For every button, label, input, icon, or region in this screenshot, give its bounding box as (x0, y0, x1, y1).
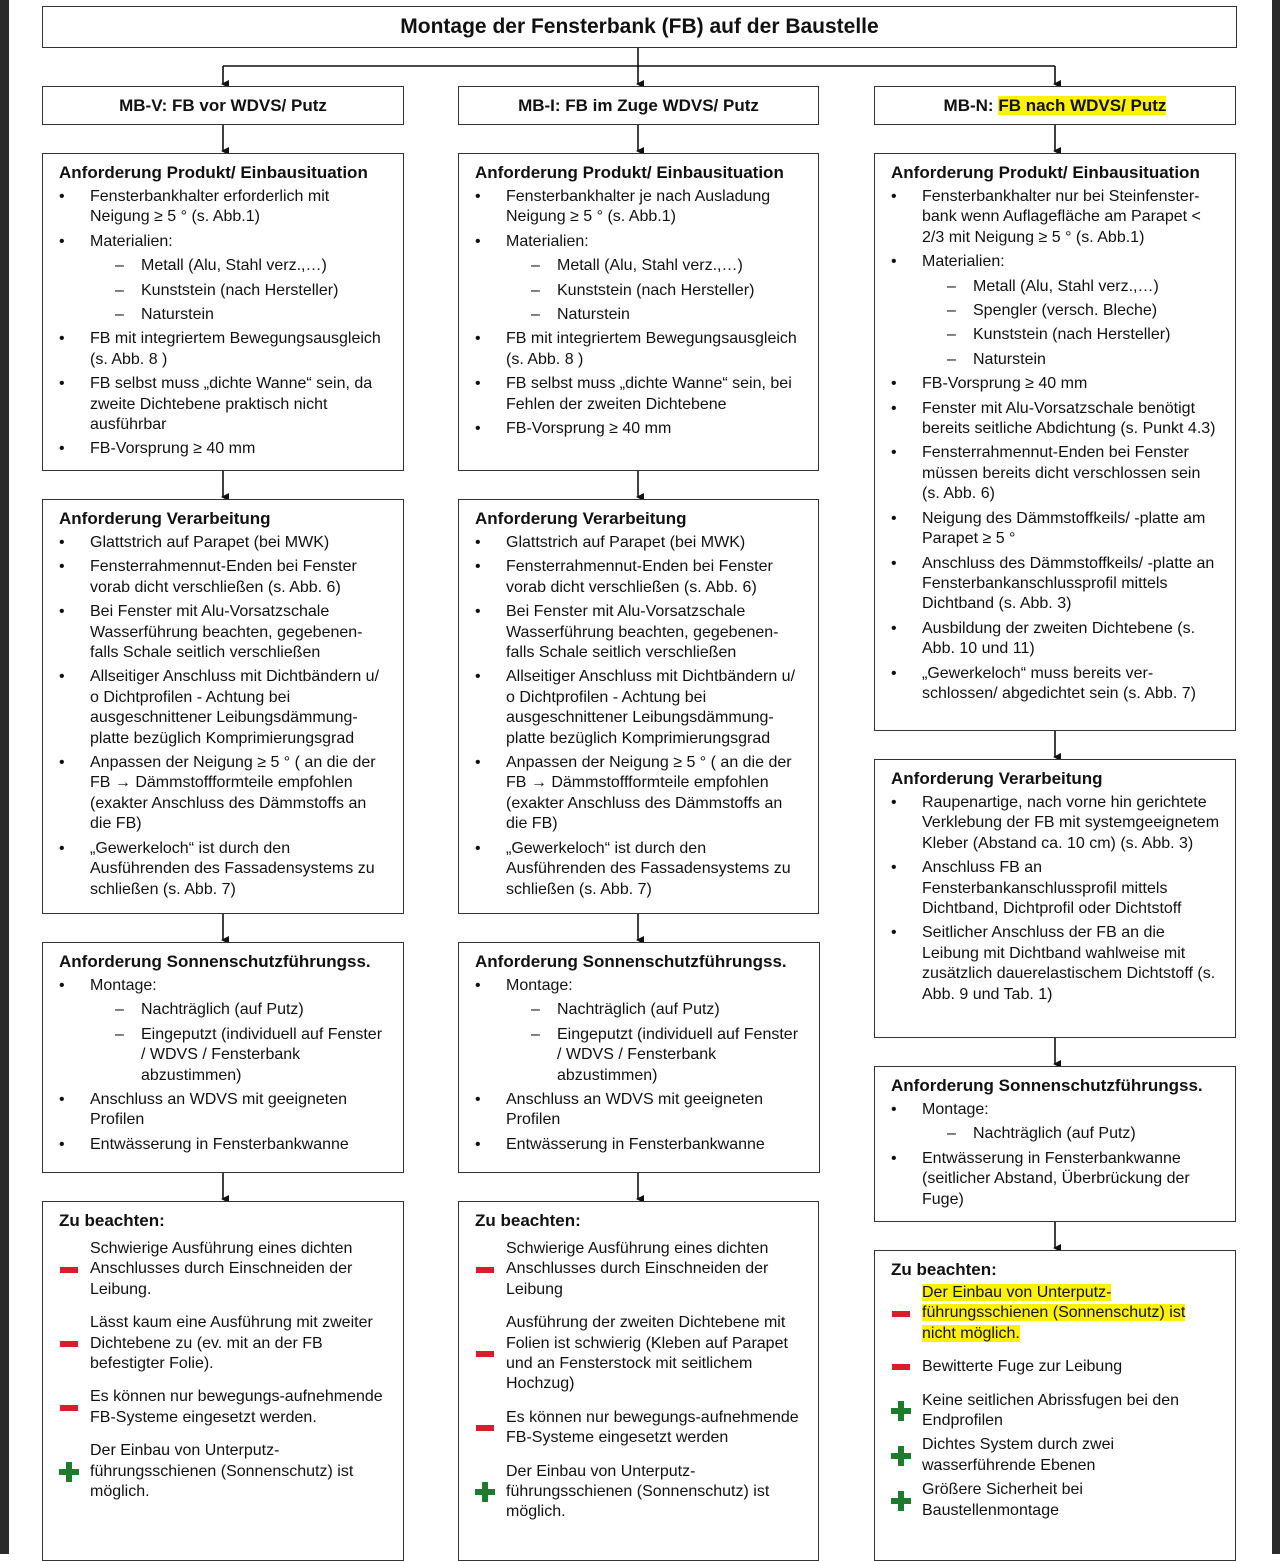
list-item: • Anschluss FB an Fensterbankanschlussprofil mittels Dichtband, Dichtprofil oder Dichtstoff (891, 858, 1221, 919)
list-item: • Materialien: – Metall (Alu, Stahl verz.,…) – Kunststein (nach Hersteller) – Naturstein (59, 232, 389, 326)
list-item: • Montage: – Nachträglich (auf Putz) (891, 1100, 1221, 1145)
list-item: • Fensterrahmennut-Enden bei Fenster vorab dicht verschließen (s. Abb. 6) (59, 557, 389, 598)
mb-n-sun-box (874, 1066, 1236, 1222)
plus-icon (891, 1446, 911, 1466)
list-item: • Entwässerung in Fensterbankwanne (475, 1135, 805, 1155)
diagram-title: Montage der Fensterbank (FB) auf der Baustelle (42, 6, 1237, 48)
sub-list-item: – Kunststein (nach Hersteller) (90, 281, 389, 301)
plus-icon (891, 1491, 911, 1511)
minus-icon (475, 1344, 495, 1364)
list-item: • Ausbildung der zweiten Dichtebene (s. Abb. 10 und 11) (891, 619, 1221, 660)
plus-icon (475, 1482, 495, 1502)
note-item: Es können nur bewegungs-aufnehmende FB-Systeme eingesetzt werden (475, 1408, 804, 1449)
note-item: Der Einbau von Unterputz-führungsschienen (Sonnenschutz) ist möglich. (475, 1462, 804, 1523)
note-item: Es können nur bewegungs-aufnehmende FB-Systeme eingesetzt werden. (59, 1387, 389, 1428)
mb-n-notes-box (874, 1250, 1236, 1561)
list-item: • Entwässerung in Fensterbankwanne (59, 1135, 389, 1155)
header-mb-i: MB-I: FB im Zuge WDVS/ Putz (458, 86, 819, 125)
list-item: • FB-Vorsprung ≥ 40 mm (59, 439, 389, 459)
mb-v-notes-box (42, 1201, 404, 1561)
mb-i-notes-heading: Zu beachten: (475, 1211, 581, 1230)
sub-list-item: – Nachträglich (auf Putz) (922, 1124, 1221, 1144)
note-item: Größere Sicherheit bei Baustellenmontage (891, 1480, 1221, 1521)
sub-list-item: – Naturstein (922, 350, 1221, 370)
list-item: • „Gewerkeloch“ ist durch den Ausführenden des Fassadensystems zu schließen (s. Abb. 7) (475, 839, 804, 900)
mb-i-sun-heading: Anforderung Sonnenschutzführungss. (475, 952, 787, 971)
mb-i-sun-box (458, 942, 820, 1173)
mb-v-sun-box (42, 942, 404, 1173)
mb-n-sun-heading: Anforderung Sonnenschutzführungss. (891, 1076, 1203, 1095)
list-item: • „Gewerkeloch“ muss bereits ver-schlossen/ abgedichtet sein (s. Abb. 7) (891, 664, 1221, 705)
list-item: • FB selbst muss „dichte Wanne“ sein, bei Fehlen der zweiten Dichtebene (475, 374, 804, 415)
list-item: • Bei Fenster mit Alu-Vorsatzschale Wasserführung beachten, gegebenen-falls Schale seitlich verschließen (475, 602, 804, 663)
mb-i-process-heading: Anforderung Verarbeitung (475, 509, 687, 528)
minus-icon (891, 1357, 911, 1377)
minus-icon (891, 1304, 911, 1324)
mb-v-process-heading: Anforderung Verarbeitung (59, 509, 271, 528)
plus-icon (891, 1401, 911, 1421)
list-item: • Fensterrahmennut-Enden bei Fenster müssen bereits dicht verschlossen sein (s. Abb. 6) (891, 443, 1221, 504)
list-item: • FB mit integriertem Bewegungsausgleich (s. Abb. 8 ) (475, 329, 804, 370)
mb-i-product-box (458, 153, 819, 471)
sub-list-item: – Nachträglich (auf Putz) (90, 1000, 389, 1020)
list-item: • „Gewerkeloch“ ist durch den Ausführenden des Fassadensystems zu schließen (s. Abb. 7) (59, 839, 389, 900)
list-item: • Allseitiger Anschluss mit Dichtbändern u/ o Dichtprofilen - Achtung bei ausgeschnittener Leibungsdämmung-platte bezüglich Komprimierungsgrad (59, 667, 389, 749)
mb-v-product-heading: Anforderung Produkt/ Einbausituation (59, 163, 368, 182)
list-item: • Glattstrich auf Parapet (bei MWK) (59, 533, 389, 553)
note-item: Keine seitlichen Abrissfugen bei den Endprofilen (891, 1391, 1221, 1432)
sub-list-item: – Metall (Alu, Stahl verz.,…) (90, 256, 389, 276)
header-mb-n-highlight: FB nach WDVS/ Putz (998, 96, 1167, 115)
list-item: • Anschluss an WDVS mit geeigneten Profilen (59, 1090, 389, 1131)
note-item: Ausführung der zweiten Dichtebene mit Folien ist schwierig (Kleben auf Parapet und an Fensterstock mit seitlichem Hochzug) (475, 1313, 804, 1395)
sub-list-item: – Eingeputzt (individuell auf Fenster / WDVS / Fensterbank abzustimmen) (506, 1025, 805, 1086)
list-item: • Anpassen der Neigung ≥ 5 ° ( an die der FB → Dämmstoffformteile empfohlen (exakter Anschluss des Dämmstoffs an die FB) (59, 753, 389, 835)
list-item: • Materialien: – Metall (Alu, Stahl verz.,…) – Kunststein (nach Hersteller) – Naturstein (475, 232, 804, 326)
mb-i-product-heading: Anforderung Produkt/ Einbausituation (475, 163, 784, 182)
mb-n-product-box (874, 153, 1236, 731)
list-item: • Anschluss an WDVS mit geeigneten Profilen (475, 1090, 805, 1131)
list-item: • Materialien: – Metall (Alu, Stahl verz.,…) – Spengler (versch. Bleche) – Kunststein (nach Hersteller) – Naturstein (891, 252, 1221, 370)
note-item (891, 1283, 1221, 1344)
list-item: • Montage: – Nachträglich (auf Putz) – Eingeputzt (individuell auf Fenster / WDVS / Fensterbank abzustimmen) (59, 976, 389, 1086)
sub-list-item: – Metall (Alu, Stahl verz.,…) (506, 256, 804, 276)
minus-icon (475, 1260, 495, 1280)
note-item: Bewitterte Fuge zur Leibung (891, 1357, 1221, 1377)
list-item: • Entwässerung in Fensterbankwanne (seitlicher Abstand, Überbrückung der Fuge) (891, 1149, 1221, 1210)
list-item: • Fenster mit Alu-Vorsatzschale benötigt bereits seitliche Abdichtung (s. Punkt 4.3) (891, 399, 1221, 440)
sub-list-item: – Metall (Alu, Stahl verz.,…) (922, 277, 1221, 297)
mb-v-notes-heading: Zu beachten: (59, 1211, 165, 1230)
list-item: • FB mit integriertem Bewegungsausgleich (s. Abb. 8 ) (59, 329, 389, 370)
sub-list-item: – Nachträglich (auf Putz) (506, 1000, 805, 1020)
mb-n-process-heading: Anforderung Verarbeitung (891, 769, 1103, 788)
mb-v-process-box (42, 499, 404, 914)
note-item: Der Einbau von Unterputz-führungsschienen (Sonnenschutz) ist möglich. (59, 1441, 389, 1502)
sub-list-item: – Eingeputzt (individuell auf Fenster / WDVS / Fensterbank abzustimmen) (90, 1025, 389, 1086)
list-item: • Fensterrahmennut-Enden bei Fenster vorab dicht verschließen (s. Abb. 6) (475, 557, 804, 598)
list-item: • Fensterbankhalter erforderlich mit Neigung ≥ 5 ° (s. Abb.1) (59, 187, 389, 228)
note-item: Dichtes System durch zwei wasserführende Ebenen (891, 1435, 1221, 1476)
sub-list-item: – Spengler (versch. Bleche) (922, 301, 1221, 321)
note-item: Schwierige Ausführung eines dichten Anschlusses durch Einschneiden der Leibung. (59, 1239, 389, 1300)
list-item: • Neigung des Dämmstoffkeils/ -platte am Parapet ≥ 5 ° (891, 509, 1221, 550)
note-item: Lässt kaum eine Ausführung mit zweiter Dichtebene zu (ev. mit an der FB befestigter Folie). (59, 1313, 389, 1374)
minus-icon (59, 1398, 79, 1418)
list-item: • Anschluss des Dämmstoffkeils/ -platte an Fensterbankanschlussprofil mittels Dichtband (s. Abb. 3) (891, 554, 1221, 615)
mb-v-sun-heading: Anforderung Sonnenschutzführungss. (59, 952, 371, 971)
list-item: • FB-Vorsprung ≥ 40 mm (891, 374, 1221, 394)
list-item: • Fensterbankhalter je nach Ausladung Neigung ≥ 5 ° (s. Abb.1) (475, 187, 804, 228)
mb-n-product-heading: Anforderung Produkt/ Einbausituation (891, 163, 1200, 182)
list-item: • Glattstrich auf Parapet (bei MWK) (475, 533, 804, 553)
minus-icon (59, 1260, 79, 1280)
list-item: • Bei Fenster mit Alu-Vorsatzschale Wasserführung beachten, gegebenen-falls Schale seitlich verschließen (59, 602, 389, 663)
mb-i-process-box (458, 499, 819, 914)
list-item: • FB-Vorsprung ≥ 40 mm (475, 419, 804, 439)
list-item: • Fensterbankhalter nur bei Steinfenster-bank wenn Auflagefläche am Parapet < 2/3 mit Neigung ≥ 5 ° (s. Abb.1) (891, 187, 1221, 248)
list-item: • FB selbst muss „dichte Wanne“ sein, da zweite Dichtebene praktisch nicht ausführbar (59, 374, 389, 435)
header-mb-v: MB-V: FB vor WDVS/ Putz (42, 86, 404, 125)
sub-list-item: – Kunststein (nach Hersteller) (922, 325, 1221, 345)
plus-icon (59, 1462, 79, 1482)
sub-list-item: – Kunststein (nach Hersteller) (506, 281, 804, 301)
highlighted-note: Der Einbau von Unterputz-führungsschienen (Sonnenschutz) ist nicht möglich. (922, 1284, 1186, 1342)
header-mb-n (874, 86, 1236, 125)
minus-icon (59, 1334, 79, 1354)
note-item: Schwierige Ausführung eines dichten Anschlusses durch Einschneiden der Leibung (475, 1239, 804, 1300)
list-item: • Seitlicher Anschluss der FB an die Leibung mit Dichtband wahlweise mit zusätzlich dauerelastischem Dichtstoff (s. Abb. 9 und Tab. 1) (891, 923, 1221, 1005)
list-item: • Montage: – Nachträglich (auf Putz) – Eingeputzt (individuell auf Fenster / WDVS / Fensterbank abzustimmen) (475, 976, 805, 1086)
mb-v-product-box (42, 153, 404, 471)
sub-list-item: – Naturstein (90, 305, 389, 325)
sub-list-item: – Naturstein (506, 305, 804, 325)
list-item: • Anpassen der Neigung ≥ 5 ° ( an die der FB → Dämmstoffformteile empfohlen (exakter Anschluss des Dämmstoffs an die FB) (475, 753, 804, 835)
list-item: • Raupenartige, nach vorne hin gerichtete Verklebung der FB mit systemgeeignetem Kleber (Abstand ca. 10 cm) (s. Abb. 3) (891, 793, 1221, 854)
mb-n-process-box (874, 759, 1236, 1038)
list-item: • Allseitiger Anschluss mit Dichtbändern u/ o Dichtprofilen - Achtung bei ausgeschnittener Leibungsdämmung-platte bezüglich Komprimierungsgrad (475, 667, 804, 749)
minus-icon (475, 1418, 495, 1438)
mb-i-notes-box (458, 1201, 819, 1561)
mb-n-notes-heading: Zu beachten: (891, 1260, 997, 1279)
header-mb-n-prefix: MB-N: (943, 96, 999, 115)
